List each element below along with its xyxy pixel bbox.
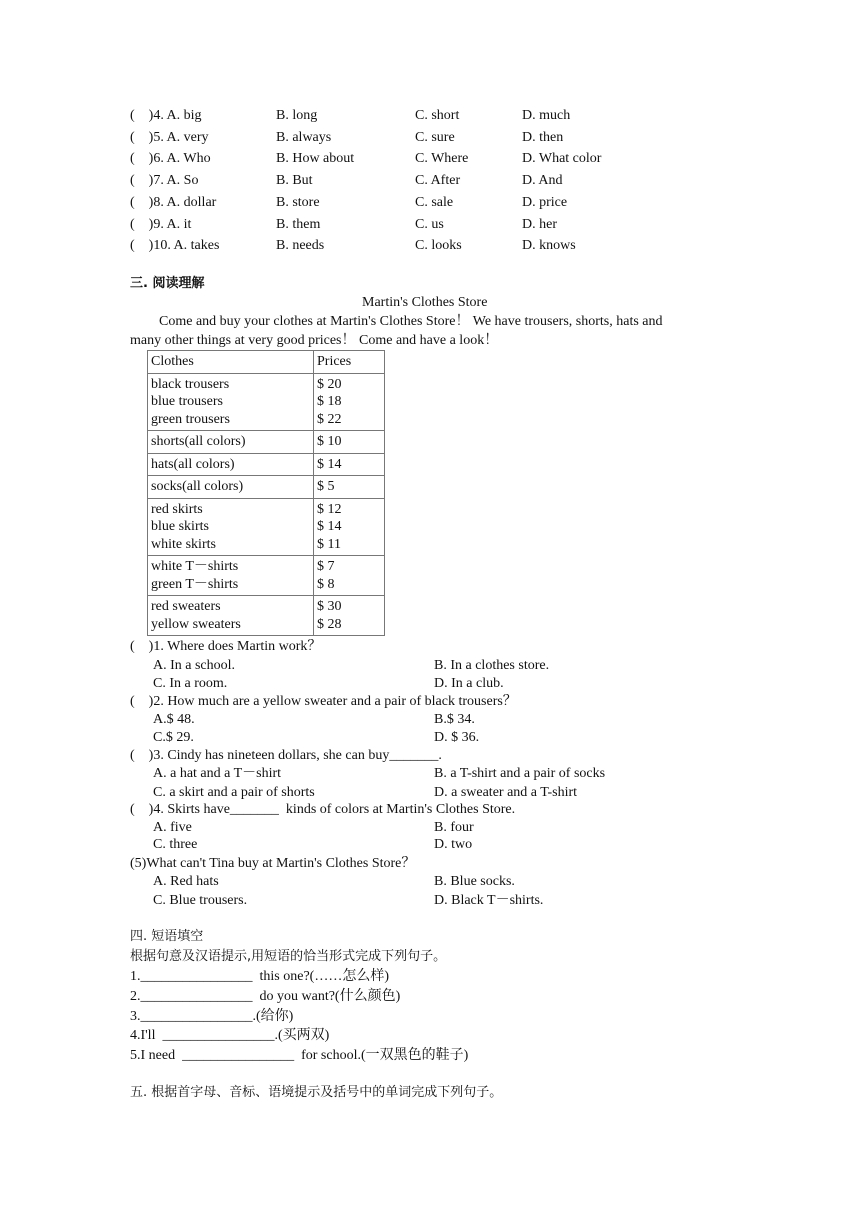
table-cell-item: yellow sweaters <box>151 616 241 632</box>
cloze-item-8-d: D. price <box>522 195 568 210</box>
table-cell-price: $ 14 <box>317 519 342 534</box>
table-cell-item: shorts(all colors) <box>151 434 246 449</box>
table-cell-price: $ 11 <box>317 536 341 552</box>
question-3: ( )3. Cindy has nineteen dollars, she can buy_______. <box>130 748 442 763</box>
table-header-prices: Prices <box>314 351 385 374</box>
cloze-item-10-b: B. needs <box>276 238 325 253</box>
question-2: ( )2. How much are a yellow sweater and a pair of black trousers？ <box>130 694 517 709</box>
phrase-item-1: 1.________________ this one?(……怎么样) <box>130 969 389 984</box>
cloze-item-10-c: C. looks <box>415 238 462 253</box>
table-cell-price: $ 10 <box>317 434 342 449</box>
cloze-item-4-a: ( )4. A. big <box>130 108 202 123</box>
cloze-item-9-c: C. us <box>415 217 444 232</box>
question-1-option-b: B. In a clothes store. <box>434 658 550 673</box>
question-4-option-d: D. two <box>434 837 473 852</box>
reading-paragraph-line1: Come and buy your clothes at Martin's Clothes Store！ We have trousers, shorts, hats and <box>159 314 663 329</box>
cloze-item-8-b: B. store <box>276 195 320 210</box>
cloze-item-5-b: B. always <box>276 130 332 145</box>
table-cell-item: green T－shirts <box>151 576 239 592</box>
question-5-option-d: D. Black T－shirts. <box>434 893 544 908</box>
table-cell-item: green trousers <box>151 411 230 427</box>
question-3-option-c: C. a skirt and a pair of shorts <box>153 785 315 800</box>
table-cell-item: red sweaters <box>151 599 221 614</box>
table-row <box>148 373 385 431</box>
table-cell-price: $ 28 <box>317 616 342 632</box>
price-table <box>147 350 385 636</box>
phrase-item-2: 2.________________ do you want?(什么颜色) <box>130 989 401 1004</box>
phrases-instruction: 根据句意及汉语提示,用短语的恰当形式完成下列句子。 <box>130 949 447 964</box>
question-4-option-b: B. four <box>434 820 474 835</box>
cloze-item-5-d: D. then <box>522 130 564 145</box>
table-row <box>148 596 385 636</box>
question-5: (5)What can't Tina buy at Martin's Clothes Store？ <box>130 856 416 871</box>
table-row <box>148 453 385 476</box>
question-4-option-c: C. three <box>153 837 198 852</box>
question-2-option-b: B.$ 34. <box>434 712 475 727</box>
table-cell-price: $ 30 <box>317 599 342 614</box>
section5-heading: 五. 根据首字母、音标、语境提示及括号中的单词完成下列句子。 <box>130 1085 503 1100</box>
reading-title: Martin's Clothes Store <box>362 295 488 310</box>
cloze-item-7-d: D. And <box>522 173 563 188</box>
cloze-item-10-a: ( )10. A. takes <box>130 238 220 253</box>
cloze-item-6-d: D. What color <box>522 151 602 166</box>
cloze-item-8-a: ( )8. A. dollar <box>130 195 217 210</box>
question-1-option-d: D. In a club. <box>434 676 504 691</box>
table-row <box>148 476 385 499</box>
question-2-option-a: A.$ 48. <box>153 712 195 727</box>
question-5-option-b: B. Blue socks. <box>434 874 515 889</box>
table-cell-price: $ 20 <box>317 376 342 392</box>
cloze-item-9-b: B. them <box>276 217 321 232</box>
cloze-item-9-d: D. her <box>522 217 557 232</box>
table-cell-price: $ 8 <box>317 576 335 592</box>
cloze-item-4-c: C. short <box>415 108 460 123</box>
question-1: ( )1. Where does Martin work？ <box>130 639 322 654</box>
question-3-option-b: B. a T-shirt and a pair of socks <box>434 766 606 781</box>
cloze-item-10-d: D. knows <box>522 238 576 253</box>
cloze-item-7-a: ( )7. A. So <box>130 173 199 188</box>
question-4-option-a: A. five <box>153 820 192 835</box>
phrase-item-5: 5.I need ________________ for school.(一双黑色的鞋子) <box>130 1048 469 1063</box>
table-cell-item: white T－shirts <box>151 559 239 574</box>
cloze-item-6-b: B. How about <box>276 151 355 166</box>
cloze-item-4-d: D. much <box>522 108 571 123</box>
question-2-option-d: D. $ 36. <box>434 730 480 745</box>
reading-heading: 三. 阅读理解 <box>130 276 205 291</box>
table-cell-item: socks(all colors) <box>151 479 244 494</box>
cloze-item-8-c: C. sale <box>415 195 454 210</box>
cloze-item-7-b: B. But <box>276 173 313 188</box>
reading-paragraph-line2: many other things at very good prices！ Come and have a look！ <box>130 333 499 348</box>
table-row <box>148 498 385 556</box>
table-row <box>148 556 385 596</box>
table-cell-price: $ 22 <box>317 411 342 427</box>
cloze-item-5-a: ( )5. A. very <box>130 130 209 145</box>
question-5-option-c: C. Blue trousers. <box>153 893 248 908</box>
table-cell-price: $ 12 <box>317 501 342 517</box>
question-1-option-a: A. In a school. <box>153 658 236 673</box>
cloze-item-6-c: C. Where <box>415 151 469 166</box>
table-cell-price: $ 14 <box>317 456 342 472</box>
question-1-option-c: C. In a room. <box>153 676 228 691</box>
table-cell-price: $ 5 <box>317 479 335 494</box>
phrase-item-4: 4.I'll ________________.(买两双) <box>130 1028 330 1043</box>
table-cell-item: blue skirts <box>151 519 209 534</box>
question-5-option-a: A. Red hats <box>153 874 219 889</box>
cloze-item-5-c: C. sure <box>415 130 455 145</box>
cloze-item-6-a: ( )6. A. Who <box>130 151 211 166</box>
question-4: ( )4. Skirts have_______ kinds of colors at Martin's Clothes Store. <box>130 802 516 817</box>
table-cell-item: white skirts <box>151 536 216 552</box>
table-cell-price: $ 18 <box>317 394 342 409</box>
question-3-option-d: D. a sweater and a T-shirt <box>434 785 578 800</box>
table-cell-item: black trousers <box>151 376 230 392</box>
phrase-item-3: 3.________________.(给你) <box>130 1009 294 1024</box>
table-header-row <box>148 351 385 374</box>
question-2-option-c: C.$ 29. <box>153 730 194 745</box>
table-cell-price: $ 7 <box>317 559 335 574</box>
cloze-item-4-b: B. long <box>276 108 318 123</box>
table-cell-item: red skirts <box>151 501 203 517</box>
cloze-item-7-c: C. After <box>415 173 461 188</box>
table-header-clothes: Clothes <box>148 351 314 374</box>
table-row <box>148 431 385 454</box>
table-cell-item: hats(all colors) <box>151 456 235 472</box>
question-3-option-a: A. a hat and a T－shirt <box>153 766 282 781</box>
cloze-item-9-a: ( )9. A. it <box>130 217 192 232</box>
table-cell-item: blue trousers <box>151 394 223 409</box>
phrases-heading: 四. 短语填空 <box>130 929 204 944</box>
